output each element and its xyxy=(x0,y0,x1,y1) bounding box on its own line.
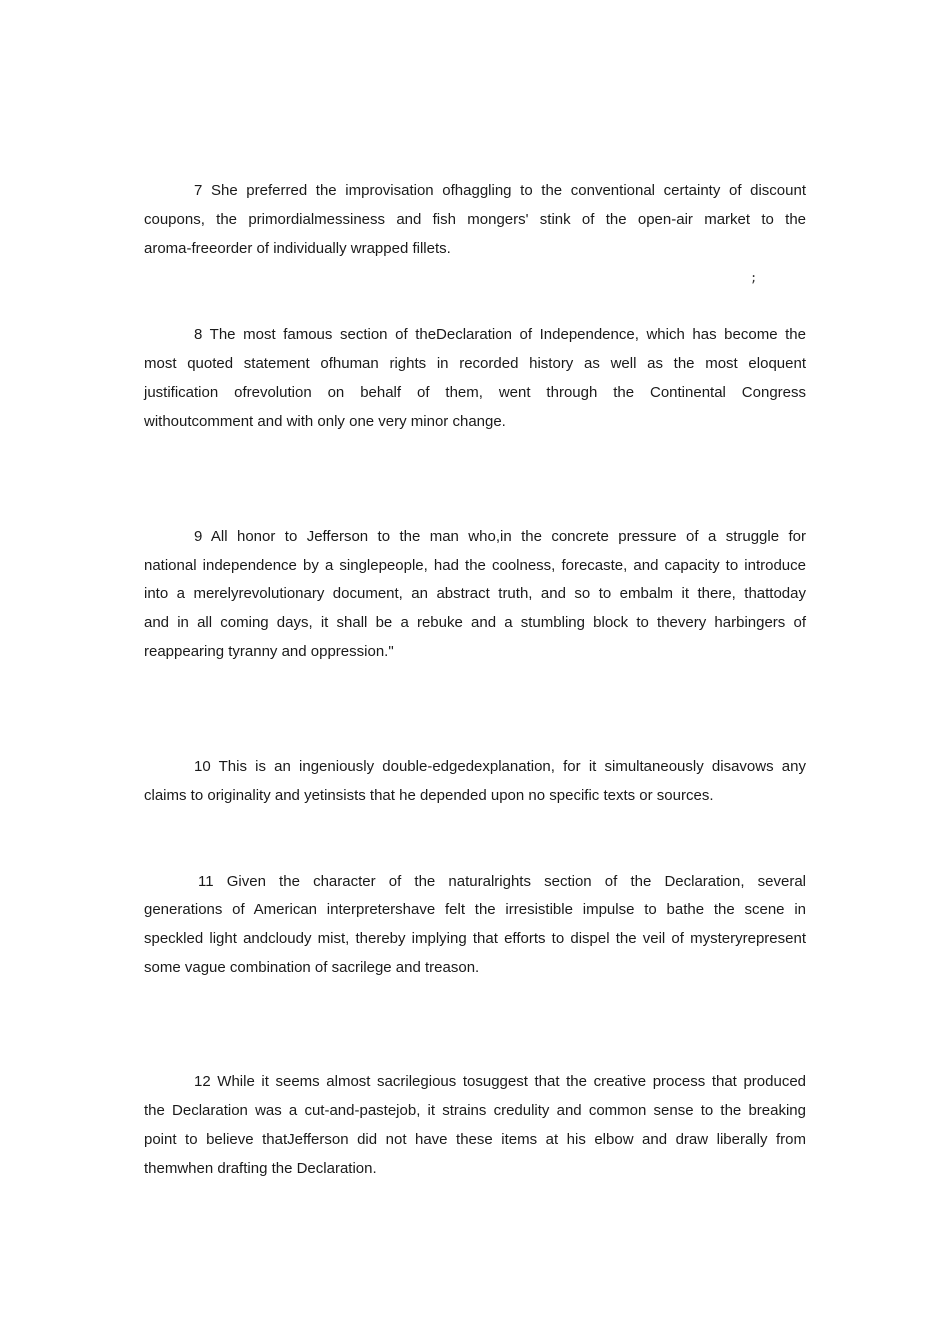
paragraph-8-line-1: 8 The most famous section of theDeclaration of Independence, which has become the xyxy=(194,326,806,343)
paragraph-9-line-4: and in all coming days, it shall be a rebuke and a stumbling block to thevery harbingers of xyxy=(144,614,806,631)
paragraph-12-line-1: 12 While it seems almost sacrilegious tosuggest that the creative process that produced xyxy=(194,1073,806,1090)
paragraph-11-line-1: 11 Given the character of the naturalrights section of the Declaration, several xyxy=(198,873,806,890)
paragraph-8-line-4: withoutcomment and with only one very minor change. xyxy=(144,413,506,430)
zh-segment: ; xyxy=(750,271,760,285)
paragraph-11-line-2: generations of American interpretershave felt the irresistible impulse to bathe the scene in xyxy=(144,901,806,918)
paragraph-9-line-3: into a merelyrevolutionary document, an abstract truth, and so to embalm it there, thattoday xyxy=(144,585,806,602)
paragraph-10-line-2: claims to originality and yetinsists that he depended upon no specific texts or sources. xyxy=(144,787,714,804)
paragraph-11-line-3: speckled light andcloudy mist, thereby implying that efforts to dispel the veil of mysteryrepresent xyxy=(144,930,806,947)
paragraph-12-line-4: themwhen drafting the Declaration. xyxy=(144,1160,377,1177)
paragraph-8-line-2: most quoted statement ofhuman rights in recorded history as well as the most eloquent xyxy=(144,355,806,372)
paragraph-10-line-1: 10 This is an ingeniously double-edgedexplanation, for it simultaneously disavows any xyxy=(194,758,806,775)
paragraph-7-line-1: 7 She preferred the improvisation ofhaggling to the conventional certainty of discount xyxy=(194,182,806,199)
paragraph-12-line-2: the Declaration was a cut-and-pastejob, it strains credulity and common sense to the breaking xyxy=(144,1102,806,1119)
paragraph-9-line-2: national independence by a singlepeople, had the coolness, forecaste, and capacity to introduce xyxy=(144,557,806,574)
paragraph-7-line-2: coupons, the primordialmessiness and fish mongers' stink of the open-air market to the xyxy=(144,211,806,228)
paragraph-11-line-4: some vague combination of sacrilege and treason. xyxy=(144,959,480,976)
paragraph-12-line-3: point to believe thatJefferson did not have these items at his elbow and draw liberally from xyxy=(144,1131,806,1148)
paragraph-9-line-5: reappearing tyranny and oppression." xyxy=(144,643,394,660)
paragraph-7-line-3: aroma-freeorder of individually wrapped fillets. xyxy=(144,240,451,257)
paragraph-8-line-3: justification ofrevolution on behalf of them, went through the Continental Congress xyxy=(144,384,806,401)
paragraph-9-line-1: 9 All honor to Jefferson to the man who,in the concrete pressure of a struggle for xyxy=(194,528,806,545)
